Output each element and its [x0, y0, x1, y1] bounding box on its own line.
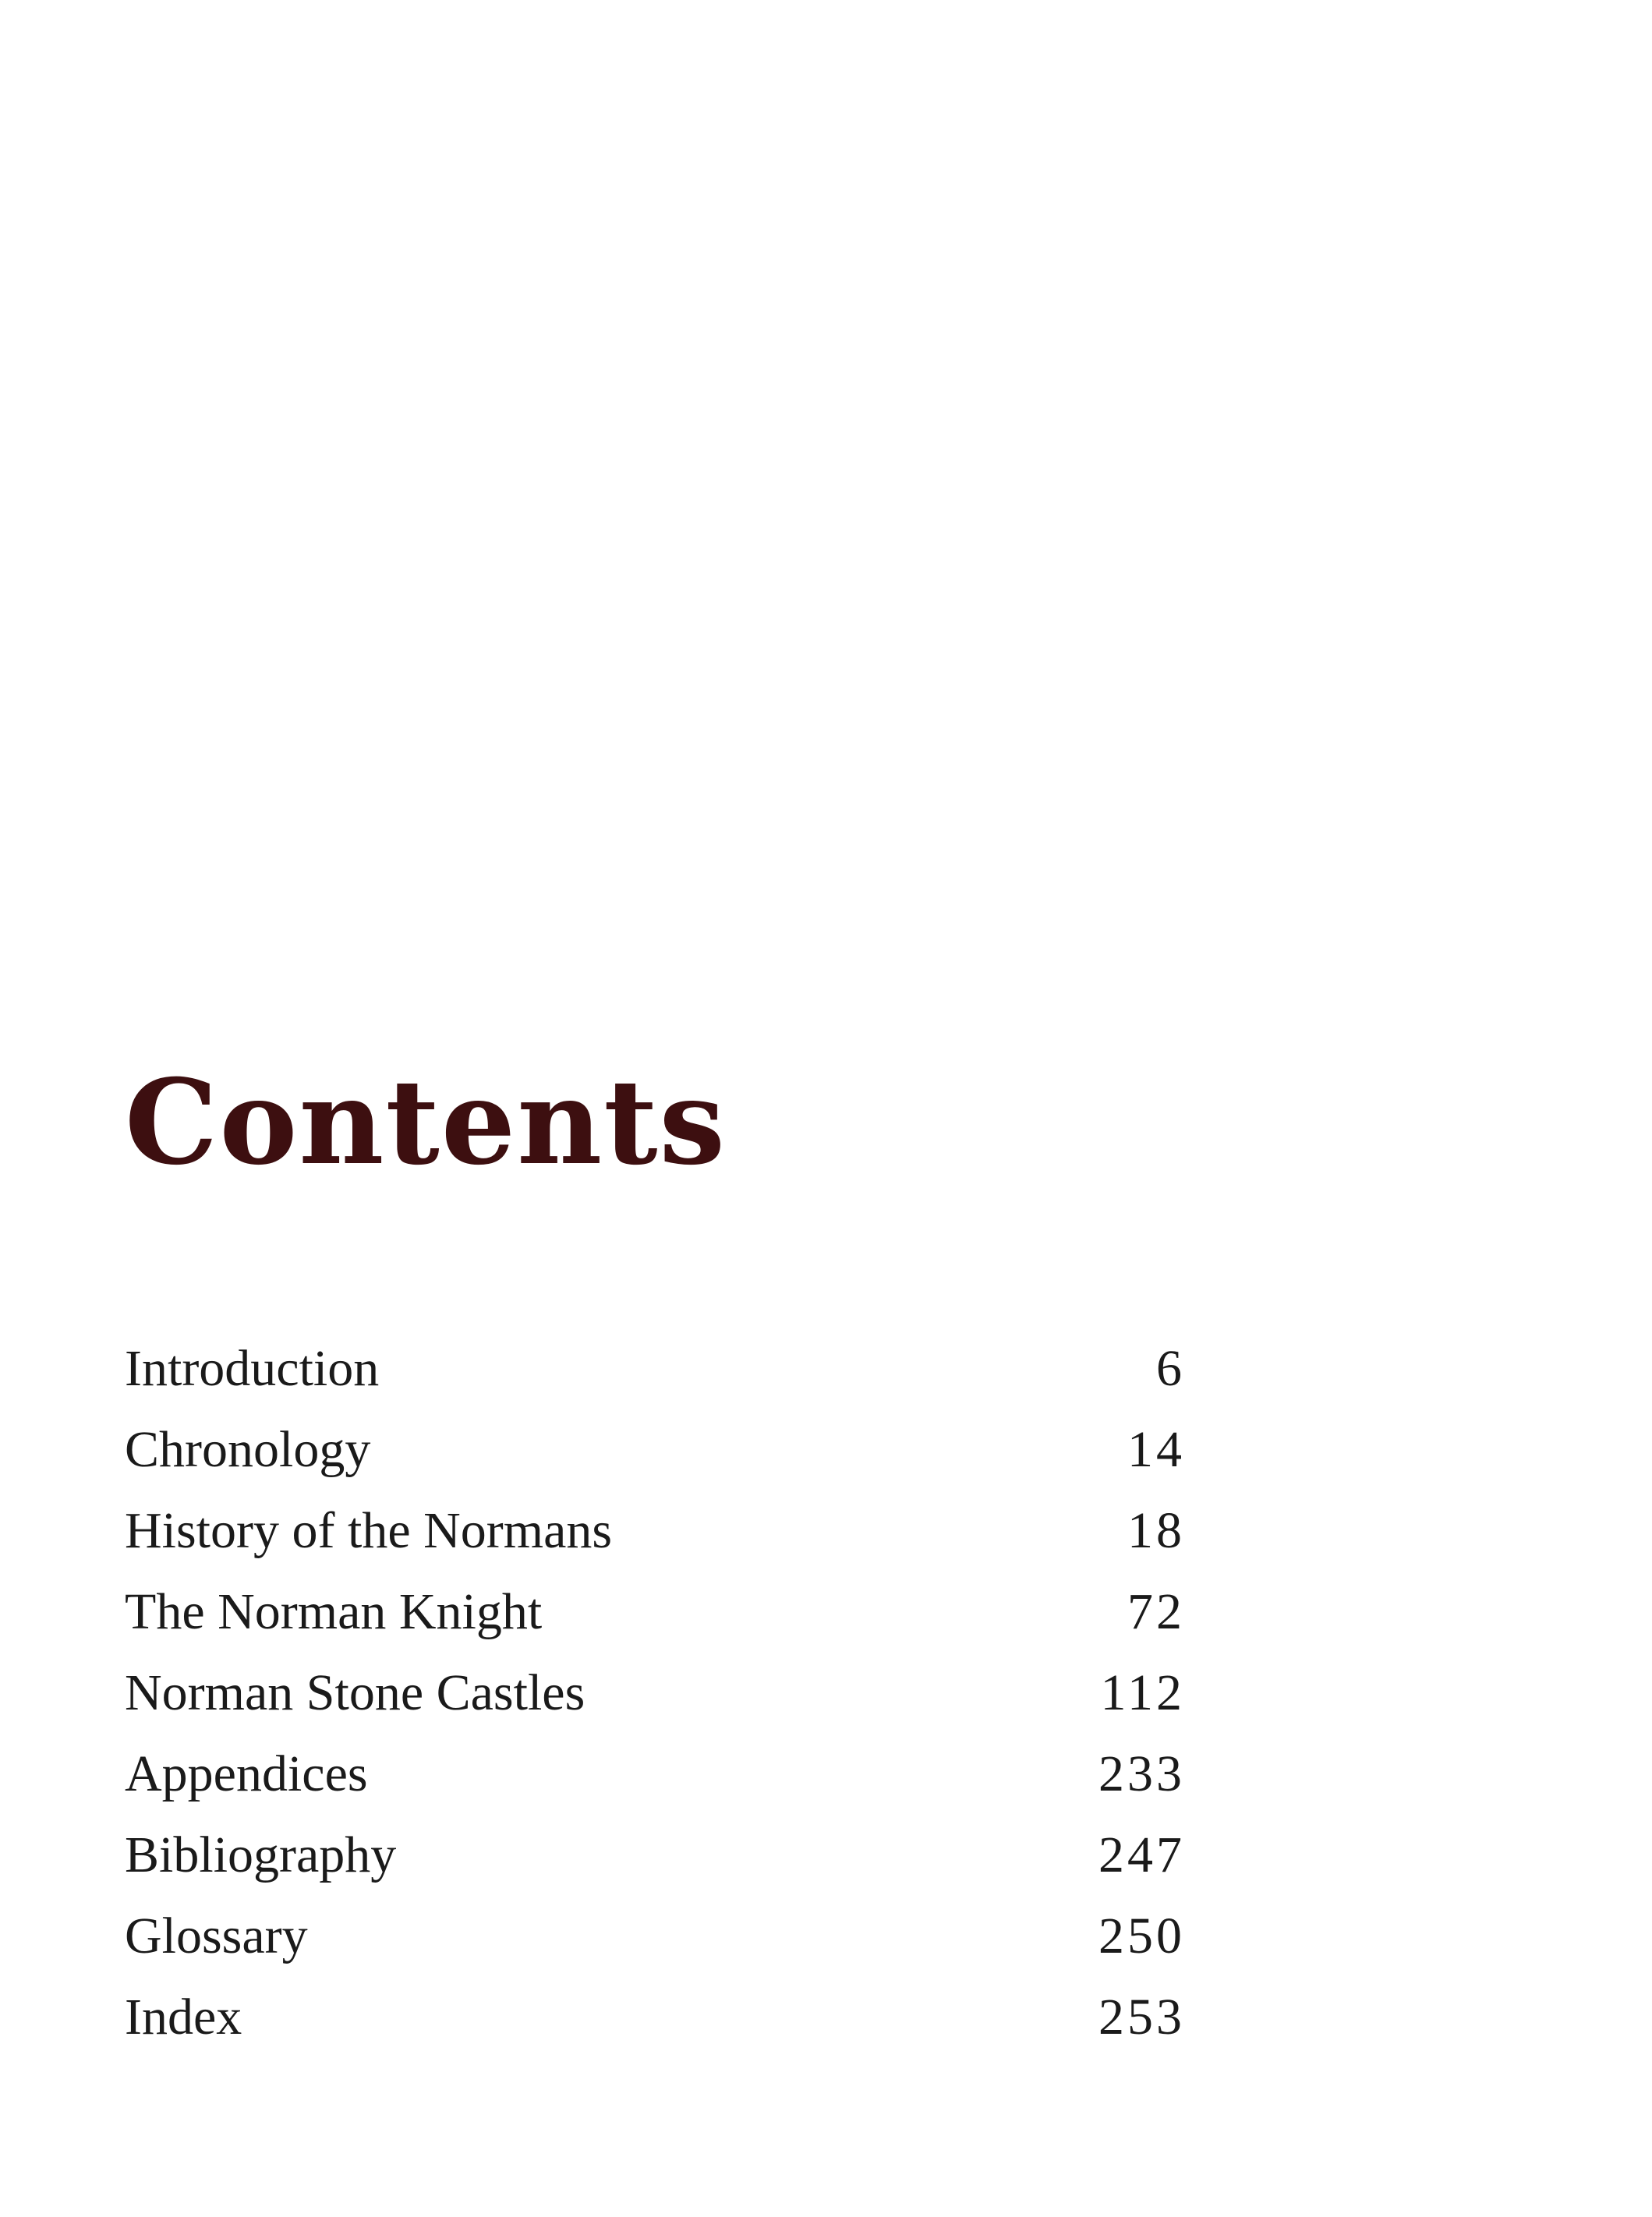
- toc-entry-appendices[interactable]: [125, 1734, 1185, 1815]
- toc-entry-chronology[interactable]: [125, 1409, 1185, 1490]
- toc-entry-page: 112: [1100, 1664, 1185, 1721]
- toc-entry-page: 72: [1127, 1583, 1185, 1640]
- toc-entry-page: 247: [1098, 1826, 1185, 1883]
- toc-entry-title: Appendices: [125, 1745, 368, 1802]
- toc-entry-title: Glossary: [125, 1908, 308, 1964]
- toc-entry-title: The Norman Knight: [125, 1583, 543, 1640]
- toc-entry-title: Introduction: [125, 1340, 380, 1397]
- toc-entry-introduction[interactable]: [125, 1328, 1185, 1409]
- toc-entry-title: Index: [125, 1989, 242, 2046]
- toc-entry-page: 250: [1098, 1908, 1185, 1964]
- toc-entry-page: 14: [1127, 1421, 1185, 1478]
- table-of-contents: [125, 1328, 1185, 2058]
- toc-entry-norman-stone-castles[interactable]: [125, 1653, 1185, 1734]
- toc-entry-the-norman-knight[interactable]: [125, 1572, 1185, 1653]
- toc-entry-page: 253: [1098, 1989, 1185, 2046]
- toc-entry-history-of-the-normans[interactable]: [125, 1490, 1185, 1572]
- toc-entry-title: History of the Normans: [125, 1502, 613, 1559]
- contents-heading: Contents: [125, 1054, 727, 1191]
- toc-entry-page: 6: [1156, 1340, 1185, 1397]
- toc-entry-index[interactable]: [125, 1977, 1185, 2058]
- toc-entry-title: Bibliography: [125, 1826, 397, 1883]
- toc-entry-glossary[interactable]: [125, 1896, 1185, 1977]
- toc-entry-title: Chronology: [125, 1421, 371, 1478]
- toc-entry-page: 18: [1127, 1502, 1185, 1559]
- toc-entry-bibliography[interactable]: [125, 1815, 1185, 1896]
- toc-entry-title: Norman Stone Castles: [125, 1664, 585, 1721]
- toc-entry-page: 233: [1098, 1745, 1185, 1802]
